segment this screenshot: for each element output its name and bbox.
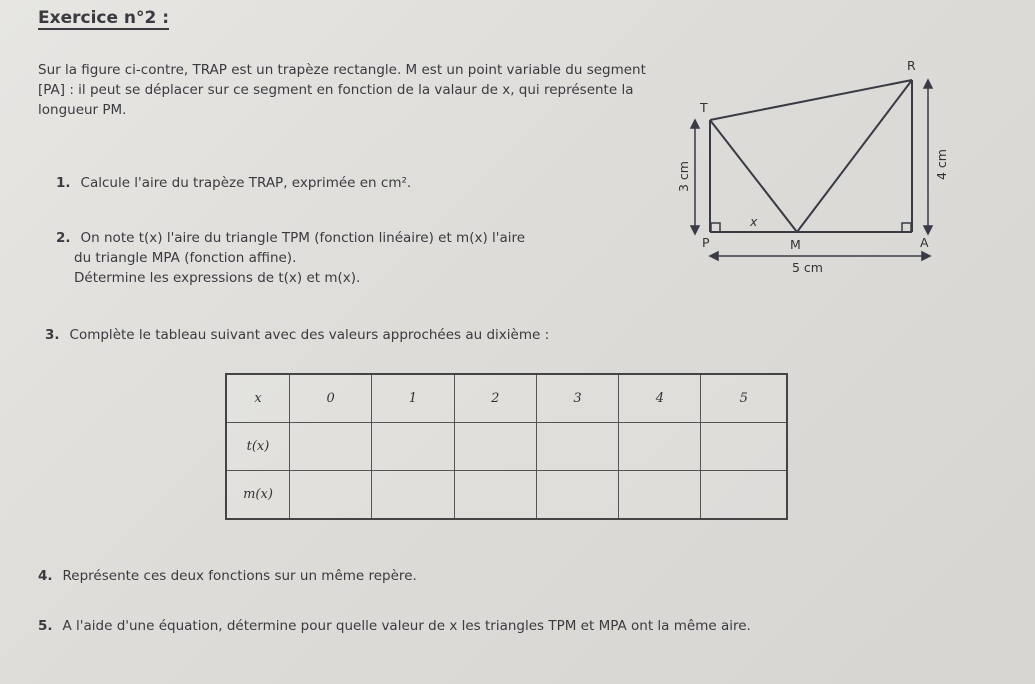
segment-RM bbox=[797, 80, 912, 232]
question-3-number: 3. bbox=[45, 327, 60, 343]
edge-TR bbox=[710, 80, 912, 120]
label-3cm: 3 cm bbox=[676, 161, 691, 192]
point-label-R: R bbox=[907, 58, 916, 73]
question-2-line-3: Détermine les expressions de t(x) et m(x). bbox=[74, 270, 361, 286]
arrow-up-icon bbox=[924, 80, 932, 88]
question-4-number: 4. bbox=[38, 568, 53, 584]
point-label-M: M bbox=[790, 237, 801, 252]
question-2-line-1: On note t(x) l'aire du triangle TPM (fonction linéaire) et m(x) l'aire bbox=[80, 230, 526, 246]
point-label-P: P bbox=[702, 235, 710, 250]
question-2-line-2: du triangle MPA (fonction affine). bbox=[74, 250, 297, 266]
exercise-intro: Sur la figure ci-contre, TRAP est un trapèze rectangle. M est un point variable du segment [PA] : il peut se déplacer sur ce segment en fonction de la valaur de x, qui représente la longueur PM. bbox=[38, 62, 646, 118]
table-header-1: 1 bbox=[372, 374, 454, 423]
exercise-title: Exercice n°2 : bbox=[38, 8, 170, 28]
table-header-3: 3 bbox=[536, 374, 618, 423]
question-4-text: Représente ces deux fonctions sur un même repère. bbox=[62, 568, 417, 584]
question-5-text: A l'aide d'une équation, détermine pour quelle valeur de x les triangles TPM et MPA ont la même aire. bbox=[62, 618, 751, 634]
table-header-0: 0 bbox=[290, 374, 372, 423]
table-row-label-t: t(x) bbox=[226, 423, 290, 470]
point-label-T: T bbox=[700, 100, 708, 115]
question-1-text: Calcule l'aire du trapèze TRAP, exprimée en cm². bbox=[80, 175, 412, 191]
question-5-number: 5. bbox=[38, 618, 53, 634]
right-angle-P bbox=[711, 223, 720, 232]
right-angle-A bbox=[902, 223, 911, 232]
arrow-down-icon bbox=[924, 226, 932, 234]
table-header-2: 2 bbox=[454, 374, 536, 423]
arrow-down-icon bbox=[691, 226, 699, 234]
question-3-text: Complète le tableau suivant avec des valeurs approchées au dixième : bbox=[69, 327, 550, 343]
arrow-right-icon bbox=[922, 252, 930, 260]
table-header-4: 4 bbox=[619, 374, 701, 423]
question-2-number: 2. bbox=[56, 230, 71, 246]
point-label-A: A bbox=[920, 235, 929, 250]
arrow-up-icon bbox=[691, 120, 699, 128]
question-1-number: 1. bbox=[56, 175, 71, 191]
table-row-label-m: m(x) bbox=[226, 470, 290, 519]
table-header-5: 5 bbox=[701, 374, 787, 423]
arrow-left-icon bbox=[710, 252, 718, 260]
label-4cm: 4 cm bbox=[934, 149, 949, 180]
label-5cm: 5 cm bbox=[792, 260, 823, 275]
table-header-x: x bbox=[226, 374, 290, 423]
label-x: x bbox=[750, 214, 758, 229]
